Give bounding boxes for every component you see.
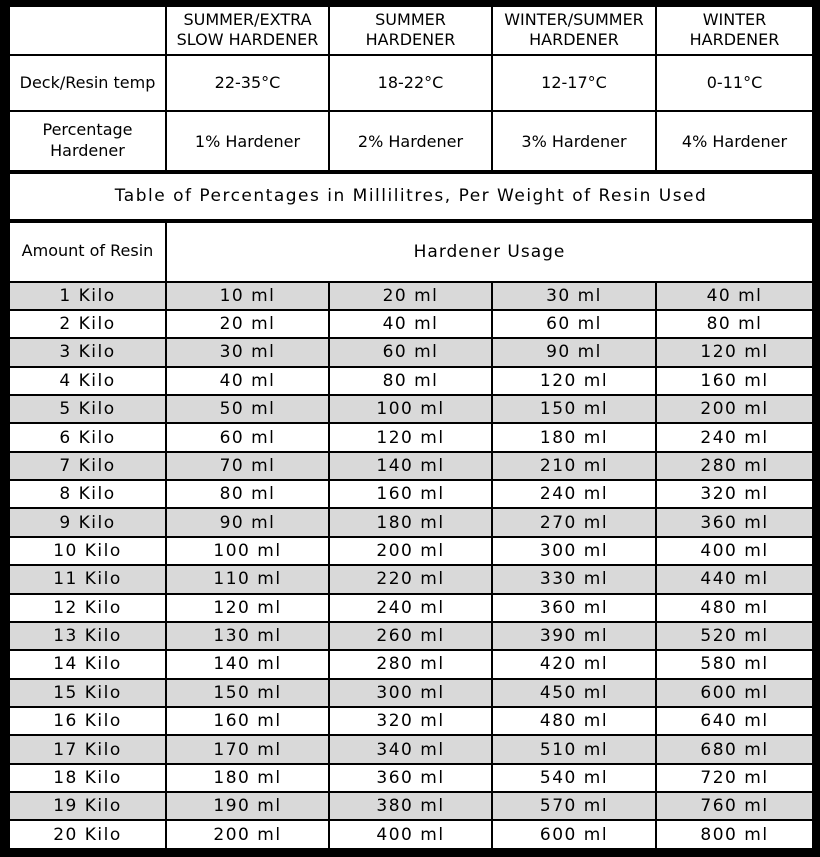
- ml-value-cell: 520 ml: [656, 622, 813, 650]
- hardener-percentage-table: [8, 5, 814, 850]
- ml-value-cell: 320 ml: [656, 480, 813, 508]
- amount-of-resin-label: Amount of Resin: [9, 221, 166, 282]
- ml-value-cell: 40 ml: [166, 367, 329, 395]
- resin-amount-cell: 3 Kilo: [9, 338, 166, 366]
- ml-value-cell: 100 ml: [329, 395, 492, 423]
- ml-value-cell: 120 ml: [166, 594, 329, 622]
- usage-table-row: [9, 537, 813, 565]
- ml-value-cell: 240 ml: [656, 423, 813, 451]
- usage-table-row: [9, 480, 813, 508]
- resin-amount-cell: 4 Kilo: [9, 367, 166, 395]
- ml-value-cell: 320 ml: [329, 707, 492, 735]
- ml-value-cell: 450 ml: [492, 679, 656, 707]
- ml-value-cell: 240 ml: [492, 480, 656, 508]
- ml-value-cell: 360 ml: [656, 508, 813, 536]
- ml-value-cell: 380 ml: [329, 792, 492, 820]
- ml-value-cell: 600 ml: [492, 820, 656, 849]
- usage-table-row: [9, 707, 813, 735]
- resin-amount-cell: 8 Kilo: [9, 480, 166, 508]
- temp-range-cell: 0-11°C: [656, 55, 813, 112]
- ml-value-cell: 190 ml: [166, 792, 329, 820]
- ml-value-cell: 70 ml: [166, 452, 329, 480]
- deck-resin-temp-row: [9, 55, 813, 112]
- table-title: Table of Percentages in Millilitres, Per Weight of Resin Used: [9, 172, 813, 221]
- ml-value-cell: 220 ml: [329, 565, 492, 593]
- ml-value-cell: 20 ml: [166, 310, 329, 338]
- percentage-cell: 4% Hardener: [656, 111, 813, 172]
- usage-table-row: [9, 650, 813, 678]
- temp-range-cell: 22-35°C: [166, 55, 329, 112]
- ml-value-cell: 60 ml: [166, 423, 329, 451]
- resin-amount-cell: 10 Kilo: [9, 537, 166, 565]
- ml-value-cell: 120 ml: [656, 338, 813, 366]
- ml-value-cell: 180 ml: [166, 764, 329, 792]
- ml-value-cell: 60 ml: [329, 338, 492, 366]
- ml-value-cell: 540 ml: [492, 764, 656, 792]
- ml-value-cell: 90 ml: [492, 338, 656, 366]
- ml-value-cell: 150 ml: [166, 679, 329, 707]
- ml-value-cell: 30 ml: [492, 282, 656, 310]
- usage-table-row: [9, 508, 813, 536]
- resin-amount-cell: 1 Kilo: [9, 282, 166, 310]
- ml-value-cell: 10 ml: [166, 282, 329, 310]
- resin-amount-cell: 6 Kilo: [9, 423, 166, 451]
- ml-value-cell: 800 ml: [656, 820, 813, 849]
- resin-amount-cell: 14 Kilo: [9, 650, 166, 678]
- ml-value-cell: 210 ml: [492, 452, 656, 480]
- ml-value-cell: 40 ml: [329, 310, 492, 338]
- ml-value-cell: 760 ml: [656, 792, 813, 820]
- ml-value-cell: 510 ml: [492, 735, 656, 763]
- resin-amount-cell: 16 Kilo: [9, 707, 166, 735]
- percentage-hardener-label: Percentage Hardener: [9, 111, 166, 172]
- column-header-winter-summer: WINTER/SUMMER HARDENER: [492, 6, 656, 55]
- resin-amount-cell: 17 Kilo: [9, 735, 166, 763]
- ml-value-cell: 80 ml: [166, 480, 329, 508]
- ml-value-cell: 400 ml: [329, 820, 492, 849]
- ml-value-cell: 140 ml: [166, 650, 329, 678]
- usage-header-row: [9, 221, 813, 282]
- ml-value-cell: 140 ml: [329, 452, 492, 480]
- ml-value-cell: 420 ml: [492, 650, 656, 678]
- ml-value-cell: 270 ml: [492, 508, 656, 536]
- ml-value-cell: 240 ml: [329, 594, 492, 622]
- percentage-cell: 3% Hardener: [492, 111, 656, 172]
- ml-value-cell: 580 ml: [656, 650, 813, 678]
- ml-value-cell: 440 ml: [656, 565, 813, 593]
- ml-value-cell: 130 ml: [166, 622, 329, 650]
- temp-range-cell: 12-17°C: [492, 55, 656, 112]
- column-header-summer-extra-slow: SUMMER/EXTRA SLOW HARDENER: [166, 6, 329, 55]
- ml-value-cell: 120 ml: [329, 423, 492, 451]
- usage-table-row: [9, 820, 813, 849]
- ml-value-cell: 110 ml: [166, 565, 329, 593]
- resin-amount-cell: 13 Kilo: [9, 622, 166, 650]
- usage-table-row: [9, 338, 813, 366]
- ml-value-cell: 300 ml: [492, 537, 656, 565]
- ml-value-cell: 640 ml: [656, 707, 813, 735]
- usage-table-row: [9, 565, 813, 593]
- ml-value-cell: 300 ml: [329, 679, 492, 707]
- resin-amount-cell: 9 Kilo: [9, 508, 166, 536]
- ml-value-cell: 200 ml: [329, 537, 492, 565]
- ml-value-cell: 200 ml: [656, 395, 813, 423]
- ml-value-cell: 340 ml: [329, 735, 492, 763]
- ml-value-cell: 20 ml: [329, 282, 492, 310]
- resin-amount-cell: 20 Kilo: [9, 820, 166, 849]
- usage-table-row: [9, 792, 813, 820]
- percentage-cell: 2% Hardener: [329, 111, 492, 172]
- temp-range-cell: 18-22°C: [329, 55, 492, 112]
- ml-value-cell: 280 ml: [656, 452, 813, 480]
- empty-header-cell: [9, 6, 166, 55]
- ml-value-cell: 570 ml: [492, 792, 656, 820]
- ml-value-cell: 160 ml: [656, 367, 813, 395]
- column-header-summer: SUMMER HARDENER: [329, 6, 492, 55]
- hardener-usage-label: Hardener Usage: [166, 221, 813, 282]
- ml-value-cell: 170 ml: [166, 735, 329, 763]
- usage-table-row: [9, 594, 813, 622]
- column-header-winter: WINTER HARDENER: [656, 6, 813, 55]
- resin-amount-cell: 15 Kilo: [9, 679, 166, 707]
- usage-table-row: [9, 622, 813, 650]
- usage-table-row: [9, 282, 813, 310]
- usage-table-row: [9, 452, 813, 480]
- percentage-hardener-row: [9, 111, 813, 172]
- ml-value-cell: 80 ml: [329, 367, 492, 395]
- resin-amount-cell: 11 Kilo: [9, 565, 166, 593]
- ml-value-cell: 680 ml: [656, 735, 813, 763]
- ml-value-cell: 180 ml: [492, 423, 656, 451]
- ml-value-cell: 150 ml: [492, 395, 656, 423]
- ml-value-cell: 200 ml: [166, 820, 329, 849]
- usage-table-row: [9, 679, 813, 707]
- resin-amount-cell: 2 Kilo: [9, 310, 166, 338]
- resin-amount-cell: 5 Kilo: [9, 395, 166, 423]
- ml-value-cell: 180 ml: [329, 508, 492, 536]
- percentage-cell: 1% Hardener: [166, 111, 329, 172]
- ml-value-cell: 330 ml: [492, 565, 656, 593]
- ml-value-cell: 120 ml: [492, 367, 656, 395]
- ml-value-cell: 100 ml: [166, 537, 329, 565]
- usage-table-row: [9, 367, 813, 395]
- ml-value-cell: 480 ml: [492, 707, 656, 735]
- ml-value-cell: 720 ml: [656, 764, 813, 792]
- ml-value-cell: 280 ml: [329, 650, 492, 678]
- table-title-row: [9, 172, 813, 221]
- usage-table-row: [9, 395, 813, 423]
- resin-amount-cell: 19 Kilo: [9, 792, 166, 820]
- usage-table-row: [9, 423, 813, 451]
- ml-value-cell: 480 ml: [656, 594, 813, 622]
- resin-amount-cell: 7 Kilo: [9, 452, 166, 480]
- ml-value-cell: 160 ml: [329, 480, 492, 508]
- ml-value-cell: 360 ml: [329, 764, 492, 792]
- ml-value-cell: 600 ml: [656, 679, 813, 707]
- usage-table-body: [9, 282, 813, 849]
- usage-table-row: [9, 735, 813, 763]
- resin-amount-cell: 12 Kilo: [9, 594, 166, 622]
- ml-value-cell: 160 ml: [166, 707, 329, 735]
- ml-value-cell: 60 ml: [492, 310, 656, 338]
- ml-value-cell: 260 ml: [329, 622, 492, 650]
- deck-resin-temp-label: Deck/Resin temp: [9, 55, 166, 112]
- ml-value-cell: 90 ml: [166, 508, 329, 536]
- ml-value-cell: 360 ml: [492, 594, 656, 622]
- hardener-type-header-row: [9, 6, 813, 55]
- ml-value-cell: 400 ml: [656, 537, 813, 565]
- usage-table-row: [9, 764, 813, 792]
- ml-value-cell: 390 ml: [492, 622, 656, 650]
- ml-value-cell: 30 ml: [166, 338, 329, 366]
- ml-value-cell: 50 ml: [166, 395, 329, 423]
- usage-table-row: [9, 310, 813, 338]
- ml-value-cell: 40 ml: [656, 282, 813, 310]
- resin-amount-cell: 18 Kilo: [9, 764, 166, 792]
- ml-value-cell: 80 ml: [656, 310, 813, 338]
